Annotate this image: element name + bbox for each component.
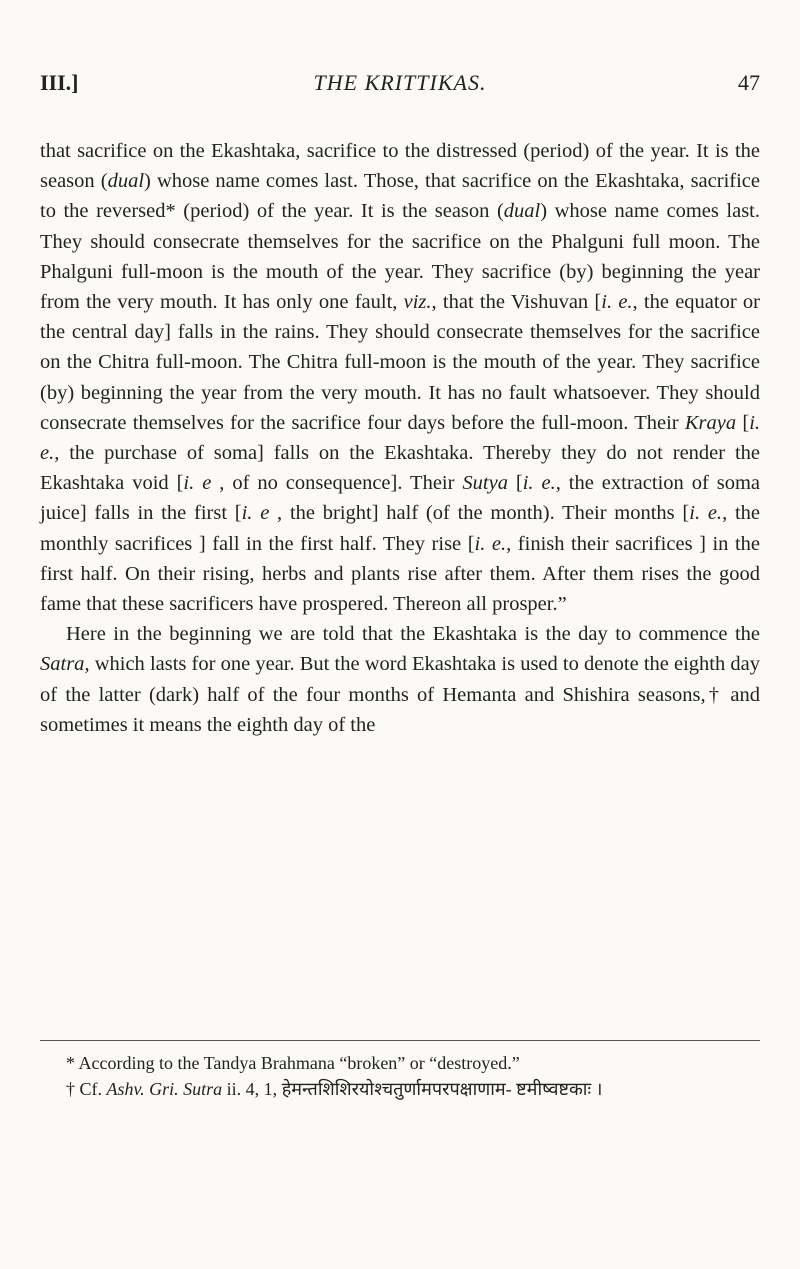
footnote-2: † Cf. Ashv. Gri. Sutra ii. 4, 1, हेमन्तशिशिरयोश्चतुर्णामपरपक्षाणाम- ष्टमीष्वष्टकाः । xyxy=(66,1079,603,1099)
sanskrit-quote: हेमन्तशिशिरयोश्चतुर्णामपरपक्षाणाम- ष्टमीष्वष्टकाः । xyxy=(281,1079,603,1099)
running-title: THE KRITTIKAS. xyxy=(313,70,487,95)
running-header xyxy=(40,70,760,106)
footnote-1: * According to the Tandya Brahmana “broken” or “destroyed.” xyxy=(66,1053,520,1073)
footnote-divider xyxy=(40,1040,760,1041)
chapter-label: III.] xyxy=(40,70,79,95)
main-text xyxy=(40,136,760,740)
footnotes xyxy=(40,1050,760,1102)
paragraph-1: that sacrifice on the Ekashtaka, sacrifice to the distressed (period) of the year. It is the season (dual) whose name comes last. Those, that sacrifice on the Ekashtaka, sacrifice to the reversed* (period) of the year. It is the season (dual) whose name comes last. They should consecrate themselves for the sacrifice on the Phalguni full moon. The Phalguni full-moon is the mouth of the year. They sacrifice (by) beginning the year from the very mouth. It has only one fault, viz., that the Vishuvan [i. e., the equator or the central day] falls in the rains. They should consecrate themselves for the sacrifice on the Chitra full-moon. The Chitra full-moon is the mouth of the year. They sacrifice (by) beginning the year from the very mouth. It has no fault whatsoever. They should consecrate themselves for the sacrifice four days before the full-moon. Their Kraya [i. e., the purchase of soma] falls on the Ekashtaka. Thereby they do not render the Ekashtaka void [i. e , of no consequence]. Their Sutya [i. e., the extraction of soma juice] falls in the first [i. e , the bright] half (of the month). Their months [i. e., the monthly sacrifices ] fall in the first half. They rise [i. e., finish their sacrifices ] in the first half. On their rising, herbs and plants rise after them. After them rises the good fame that these sacrificers have prospered. Thereon all prosper.” xyxy=(40,140,761,616)
paragraph-2: Here in the beginning we are told that the Ekashtaka is the day to commence the Satra, which lasts for one year. But the word Ekashtaka is used to denote the eighth day of the latter (dark) half of the four months of Hemanta and Shishira seasons,† and sometimes it means the eighth day of the xyxy=(40,623,760,736)
page-number: 47 xyxy=(738,70,760,95)
